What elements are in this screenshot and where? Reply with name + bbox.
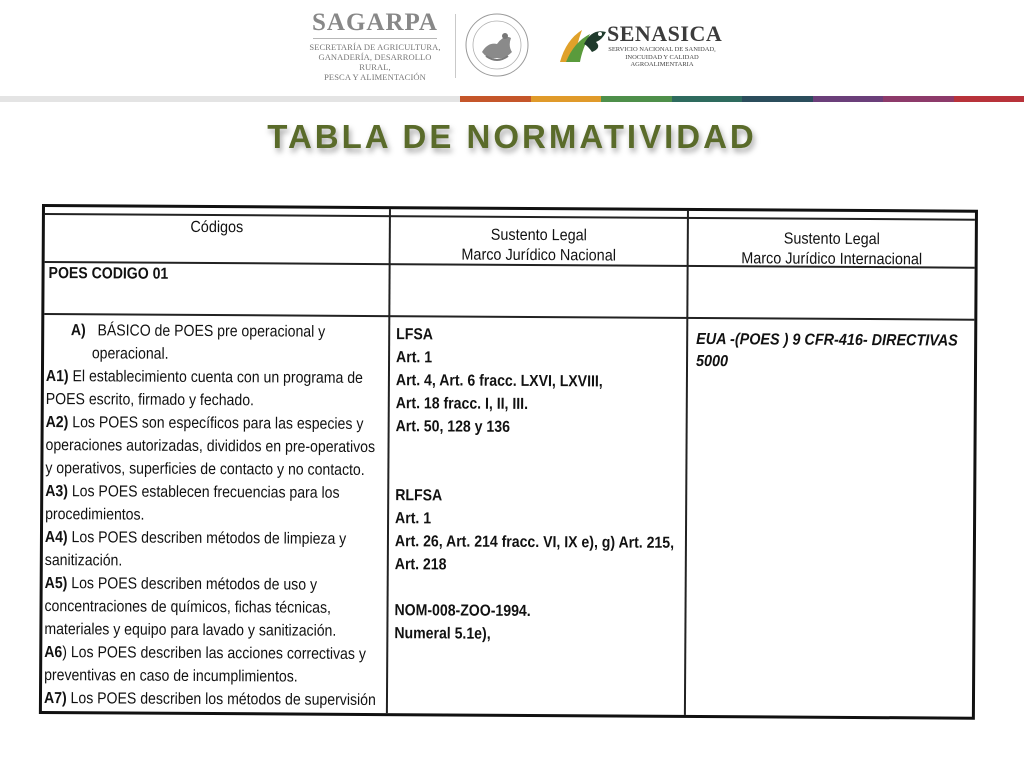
- item-text: Los POES describen métodos de limpieza y: [67, 529, 347, 548]
- item-key: A6: [44, 644, 63, 662]
- item-text-continuation: procedimientos.: [45, 506, 145, 524]
- band-color-segment: [601, 96, 672, 102]
- band-color-segment: [672, 96, 743, 102]
- legal-reference-line: RLFSA: [395, 487, 443, 505]
- legal-reference-line: Art. 218: [394, 556, 447, 574]
- sagarpa-logo: [305, 10, 445, 82]
- codigo-item: [46, 411, 389, 436]
- item-key: A4): [44, 529, 68, 547]
- band-color-segment: [742, 96, 813, 102]
- sagarpa-rule: [313, 38, 437, 39]
- sagarpa-subtitle-line: PESCA Y ALIMENTACIÓN: [324, 72, 426, 82]
- item-text: Los POES describen métodos de uso y: [67, 575, 318, 594]
- item-text-continuation: concentraciones de químicos, fichas técnicas,: [44, 598, 332, 617]
- header-bar: [0, 0, 1024, 96]
- item-text: Los POES establecen frecuencias para los: [67, 483, 340, 502]
- codigos-list: [44, 365, 389, 712]
- item-text-continuation: POES escrito, firmado y fechado.: [45, 391, 255, 410]
- header-internacional: [703, 229, 961, 271]
- item-text-continuation: preventivas en caso de incumplimientos.: [44, 667, 298, 686]
- senasica-subtitle-line: SERVICIO NACIONAL DE SANIDAD,: [608, 46, 716, 53]
- legal-reference-line: Numeral 5.1e),: [394, 625, 491, 643]
- codigo-item: [44, 641, 387, 666]
- item-text: El establecimiento cuenta con un programa de: [68, 368, 363, 387]
- item-text: Los POES describen los métodos de supervisión: [66, 690, 376, 710]
- header-nacional-line: Marco Jurídico Nacional: [461, 246, 616, 265]
- nacional-block-lfsa: [396, 323, 687, 440]
- sagarpa-subtitle-line: SECRETARÍA DE AGRICULTURA,: [309, 42, 441, 52]
- legal-reference-line: Art. 4, Art. 6 fracc. LXVI, LXVIII,: [395, 372, 603, 391]
- header-internacional-line: Sustento Legal: [783, 230, 880, 249]
- item-text-continuation: operaciones autorizadas, divididos en pre-operativos: [45, 437, 376, 457]
- senasica-subtitle-line: INOCUIDAD Y CALIDAD: [625, 53, 699, 61]
- codigo-item: [45, 480, 388, 505]
- band-color-segment: [531, 96, 602, 102]
- legal-reference-line: NOM-008-ZOO-1994.: [394, 602, 531, 620]
- senasica-logo-text: [607, 21, 723, 69]
- legal-reference-line: Art. 26, Art. 214 fracc. VI, IX e), g) Art. 215,: [394, 533, 675, 552]
- band-color-segment: [883, 96, 954, 102]
- normatividad-table: [39, 204, 978, 720]
- codigo-item: [45, 572, 388, 597]
- senasica-subtitle: [607, 46, 717, 69]
- codigo-item: [44, 687, 387, 712]
- item-key: A): [70, 322, 86, 340]
- item-key: A5): [44, 575, 68, 593]
- item-text: ) Los POES describen las acciones correctivas y: [62, 644, 366, 663]
- item-text: Los POES son específicos para las especies y: [68, 414, 364, 433]
- spacer: [395, 438, 686, 486]
- header-nacional: [405, 225, 672, 267]
- item-key: A2): [45, 414, 69, 432]
- senasica-subtitle-line: AGROALIMENTARIA: [630, 61, 694, 68]
- item-key: A7): [43, 690, 67, 708]
- nacional-block-nom: [394, 599, 685, 647]
- band-color-segment: [813, 96, 884, 102]
- sagarpa-subtitle-line: GANADERÍA, DESARROLLO RURAL,: [318, 52, 432, 72]
- item-key: A3): [45, 483, 68, 501]
- internacional-line: 5000: [695, 352, 729, 371]
- band-color-segment: [460, 96, 531, 102]
- legal-reference-line: Art. 1: [396, 349, 433, 367]
- senasica-emblem-icon: [556, 22, 608, 66]
- spacer: [395, 576, 686, 601]
- header-internacional-line: Marco Jurídico Internacional: [741, 250, 923, 269]
- item-text-continuation: y operativos, superficies de contacto y no contacto.: [45, 460, 365, 479]
- page-title: TABLA DE NORMATIVIDAD: [267, 118, 757, 155]
- section-label: POES CODIGO 01: [48, 265, 169, 283]
- sagarpa-subtitle: [305, 42, 445, 82]
- header-nacional-line: Sustento Legal: [490, 226, 587, 245]
- item-text: BÁSICO de POES pre operacional y: [97, 322, 326, 341]
- nacional-block-rlfsa: [395, 484, 686, 578]
- legal-reference-line: LFSA: [396, 326, 434, 344]
- codigos-cell: [44, 319, 390, 712]
- internacional-line: EUA -(POES ) 9 CFR-416- DIRECTIVAS: [696, 330, 958, 350]
- nacional-cell: [394, 323, 686, 647]
- item-text: operacional.: [91, 345, 169, 363]
- sagarpa-name: SAGARPA: [312, 9, 438, 36]
- band-gray-segment: [0, 96, 460, 102]
- item-key: A1): [45, 368, 69, 386]
- item-text-continuation: sanitización.: [44, 552, 123, 570]
- codigo-item: [46, 365, 389, 390]
- internacional-cell: [696, 329, 966, 375]
- legal-reference-line: Art. 18 fracc. I, II, III.: [395, 395, 529, 413]
- item-text-continuation: materiales y equipo para lavado y sanitización.: [44, 621, 337, 640]
- band-color-segment: [954, 96, 1024, 102]
- color-band-divider: [0, 96, 1024, 102]
- senasica-name: SENASICA: [607, 21, 723, 46]
- codigo-item: [45, 526, 388, 551]
- legal-reference-line: Art. 1: [395, 510, 432, 528]
- legal-reference-line: Art. 50, 128 y 136: [395, 418, 510, 436]
- mexican-coat-of-arms-seal-icon: [464, 12, 530, 78]
- logo-divider: [455, 14, 456, 78]
- header-codigos: Códigos: [190, 218, 244, 237]
